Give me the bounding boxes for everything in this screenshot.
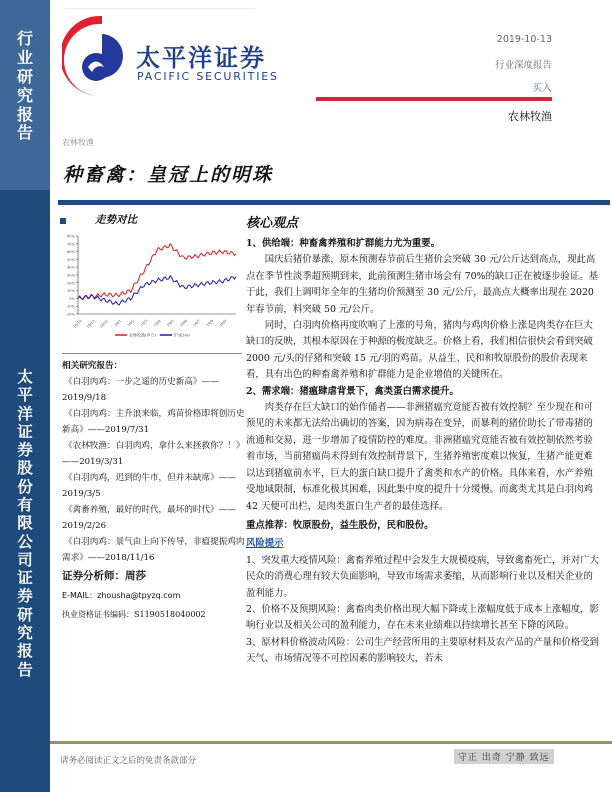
related-reports: [62, 358, 246, 566]
risk-item-1: 1、突发重大疫情风险：禽畜养殖过程中会发生大规模疫病，导致禽畜死亡，并对广大民众的消费心理有较大负面影响，导致市场需求萎缩，从而影响行业以及相关企业的盈利能力。: [246, 554, 599, 599]
svg-text:19/5: 19/5: [166, 318, 175, 328]
brand-name-cn: 太平洋证券: [136, 44, 266, 72]
recommendation: 重点推荐：牧原股份，益生股份，民和股份。: [246, 519, 434, 531]
header-red-divider: [316, 97, 552, 101]
svg-text:19/4: 19/4: [153, 318, 162, 328]
svg-text:0%: 0%: [69, 296, 75, 301]
breadcrumb: 农林牧渔: [62, 138, 94, 147]
risk-item-2: 2、价格不及预期风险：禽畜肉类价格出现大幅下降或上涨幅度低于成本上涨幅度，影响行业以及相关公司的盈利能力，存在未来业绩难以持续增长甚至下降的风险。: [246, 603, 599, 632]
svg-text:20%: 20%: [67, 281, 75, 286]
sector-label: 农林牧渔: [508, 110, 552, 123]
svg-text:10%: 10%: [67, 289, 75, 294]
svg-text:19/6: 19/6: [179, 318, 188, 328]
sidebar: [0, 0, 50, 792]
related-report-link[interactable]: 《白羽肉鸡：一步之遥的历史新高》——2019/9/18: [62, 377, 219, 403]
section-2-title: 2、需求端：猪瘟肆虐背景下，禽类蛋白需求提升。: [246, 385, 459, 397]
svg-text:18/12: 18/12: [98, 318, 109, 330]
related-report-link[interactable]: 《白羽肉鸡，迟到的牛市，但并未缺席》——2019/3/5: [62, 473, 236, 499]
svg-text:18/10: 18/10: [72, 318, 83, 330]
main-content: [246, 236, 602, 668]
svg-text:-20%: -20%: [65, 312, 75, 317]
analyst-email[interactable]: E-MAIL：zhousha@tpyzq.com: [62, 591, 181, 600]
left-divider: [62, 353, 242, 354]
title-divider: [58, 200, 610, 205]
svg-text:70%: 70%: [67, 242, 75, 247]
svg-text:沪深300: 沪深300: [174, 332, 190, 338]
disclaimer-note: 请务必阅读正文之后的免责条款部分: [60, 756, 197, 766]
footer-divider: [50, 741, 612, 744]
svg-text:-10%: -10%: [65, 304, 75, 309]
brand-name-en: PACIFIC SECURITIES: [137, 70, 279, 83]
analyst-name: 证券分析师：周莎: [62, 570, 146, 582]
top-divider: [65, 8, 255, 9]
related-report-link[interactable]: 《白羽肉鸡：景气由上向下传导，非瘟提振鸡肉需求》——2018/11/16: [62, 537, 245, 563]
related-report-link[interactable]: 《白羽肉鸡：主升浪来临，鸡苗价格即将创历史新高》——2019/7/31: [62, 409, 245, 435]
related-heading: 相关研究报告：: [62, 361, 123, 371]
svg-text:19/2: 19/2: [126, 318, 136, 328]
svg-text:18/11: 18/11: [85, 318, 96, 330]
rating-badge: 买入: [532, 83, 552, 94]
sidebar-report-label: 行 业 研 究 报 告: [16, 29, 33, 143]
report-date: 2019-10-13: [496, 34, 552, 45]
svg-text:80%: 80%: [67, 234, 75, 239]
svg-text:50%: 50%: [67, 257, 75, 262]
svg-text:19/7: 19/7: [192, 318, 202, 328]
page-title: 种畜禽：皇冠上的明珠: [63, 164, 274, 186]
section-2-para-1: 肉类存在巨大缺口的始作俑者——非洲猪瘟究竟能否被有效控制？至少现在和可预见的未来都无法给出确切的答案，因为病毒在变异，而暴利的猪价助长了带毒猪的流通和交易，进一步增加了疫情防控的难度。非洲猪瘟究竟能否被有效控制依然考验着市场，当前猪瘟尚未得到有效控制背景下，生猪养殖密度难以恢复，生猪产能更难以达到猪瘟前水平，巨大的蛋白缺口提升了禽类和水产的价格。具体来看，水产养殖受地域限制，标准化极其困难，因此集中度的提升十分缓慢。而禽类尤其是白羽肉鸡 42 天便可出栏，是肉类蛋白生产者的最佳选择。: [246, 402, 593, 512]
report-type: 行业深度报告: [494, 60, 552, 71]
core-view-heading: 核心观点: [246, 216, 299, 231]
svg-text:农林牧渔(申万): 农林牧渔(申万): [129, 332, 157, 338]
analyst-license: 执业资格证书编码：S1190518040002: [62, 610, 206, 619]
sidebar-company-label: 太 平 洋 证 券 股 份 有 限 公 司 证 券 研 究 报 告: [17, 367, 33, 679]
svg-text:19/9: 19/9: [218, 318, 228, 328]
svg-text:40%: 40%: [67, 265, 75, 270]
section-1-para-1: 国庆后猪价暴涨，原本预测春节前后生猪价会突破 30 元/公斤达到高点，现此高点在季节性淡季超预期到来，此前预测生猪市场会有 70%的缺口正在被逐步验证。基于此，我们上调明年全年的生猪均价预测至 30 元/公斤，最高点大概率出现在 2020 年春节前，料突破 50 元/公斤。: [246, 254, 598, 315]
related-report-link[interactable]: 《禽畜养殖，最好的时代，最坏的时代》——2019/2/26: [62, 505, 236, 531]
pacific-securities-logo-icon: [62, 12, 132, 100]
bullet-square-icon: [60, 218, 66, 224]
section-1-title: 1、供给端：种畜禽养殖和扩群能力尤为重要。: [246, 238, 441, 249]
svg-text:19/8: 19/8: [205, 318, 215, 328]
svg-text:19/3: 19/3: [139, 318, 149, 328]
svg-text:30%: 30%: [67, 273, 75, 278]
risk-item-3: 3、原材料价格波动风险：公司生产经营所用的主要原材料及农产品的产量和价格受到天气、市场情况等不可控因素的影响较大，若未: [246, 636, 599, 665]
related-report-link[interactable]: 《农林牧渔：白羽肉鸡，拿什么来拯救你？！》——2019/3/31: [62, 441, 245, 467]
svg-text:60%: 60%: [67, 250, 75, 255]
section-1-para-2: 同时，白羽肉价格再度吹响了上涨的号角，猪肉与鸡肉价格上涨是肉类存在巨大缺口的反映，其根本原因在于种源的极度缺乏。价格上看，我们相信很快会看到突破 2000 元/头的仔猪和突破 15 元/羽的鸡苗。从益生、民和和牧原股份的股价表现来看，具有出色的种畜禽养殖和扩群能力是企业增值的关键所在。: [246, 320, 593, 381]
trend-chart: [60, 232, 240, 342]
trend-heading: 走势对比: [95, 214, 137, 226]
risk-heading[interactable]: 风险提示: [246, 538, 284, 550]
svg-text:19/1: 19/1: [113, 318, 123, 328]
company-motto: 守正 出奇 宁静 致远: [454, 749, 554, 764]
